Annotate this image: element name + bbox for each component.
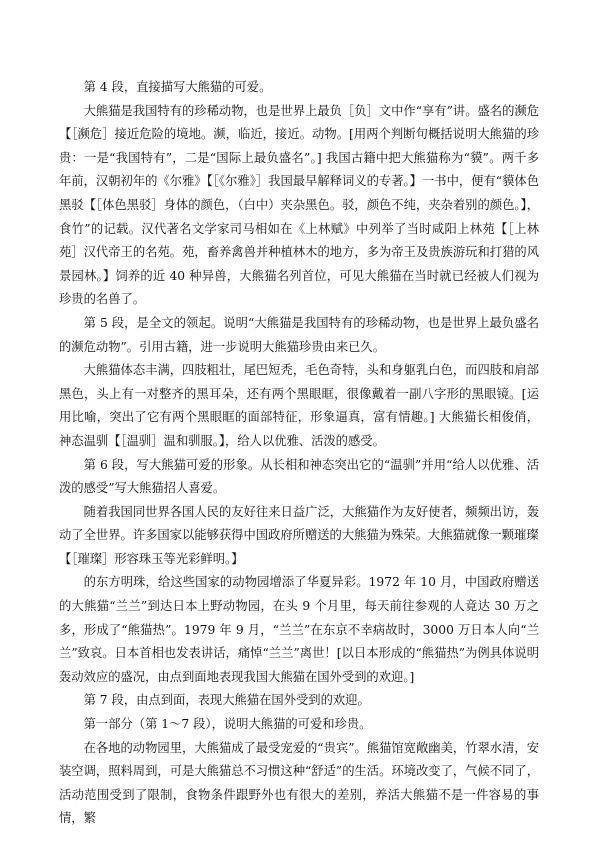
part-one-summary: 第一部分（第 1～7 段），说明大熊猫的可爱和珍贵。 <box>83 717 372 732</box>
paragraph-7-text-start: 随着我国同世界各国人民的友好往来日益广泛，大熊猫作为友好使者，频频出访，轰动了全世界。许多国家以能够获得中国政府所赠送的大熊猫为殊荣。大熊猫就像一颗璀璨 <box>59 504 539 543</box>
paragraph-5-summary: 第 5 段，是全文的领起。说明“大熊猫是我国特有的珍稀动物，也是世界上最负盛名的濒危动物”。引用古籍，进一步说明大熊猫珍贵由来已久。 <box>59 315 539 354</box>
annotation-cuican: 【［璀璨］形容珠玉等光彩鲜明。】 <box>59 551 244 566</box>
paragraph-6-summary: 第 6 段，写大熊猫可爱的形象。从长相和神态突出它的“温驯”并用“给人以优雅、活泼的感受”写大熊猫招人喜爱。 <box>59 457 539 496</box>
paragraph-7-summary: 第 7 段，由点到面，表现大熊猫在国外受到的欢迎。 <box>83 693 370 708</box>
paragraph-6-text: 大熊猫体态丰满，四肢粗壮，尾巴短秃，毛色奇特，头和身躯乳白色，而四肢和肩部黑色，头上有一对整齐的黑耳朵，还有两个黑眼眶，很像戴着一副八字形的黑眼镜。[运用比喻，突出了它有两个黑眼眶的面部特征，形象逼真，富有情趣。] 大熊猫长相俊俏，神态温驯【［温驯］温和驯服。】，给人以优雅、活泼的感受。 <box>59 363 539 448</box>
paragraph-5-text: 大熊猫是我国特有的珍稀动物，也是世界上最负［负］文中作“享有”讲。盛名的濒危【［濒危］接近危险的境地。濒，临近，接近。动物。[用两个判断句概括说明大熊猫的珍贵：一是“我国特有”，二是“国际上最负盛名”。] 我国古籍中把大熊猫称为“貘”。两千多年前，汉朝初年的《尔雅》【［《尔雅》］我国最早解释词义的专著。】一书中，便有“貘体色黑驳【［体色黑驳］身体的颜色，（白中）夹杂黑色。驳，颜色不纯，夹杂着别的颜色。】，食竹”的记载。汉代著名文学家司马相如在《上林赋》中列举了当时咸阳上林苑【［上林苑］汉代帝王的名苑。苑，畜养禽兽并种植林木的地方，多为帝王及贵族游玩和打猎的风景园林。】饲养的近 40 种异兽，大熊猫名列首位，可见大熊猫在当时就已经被人们视为珍贵的名兽了。 <box>59 103 539 307</box>
paragraph-7-text-continued: 的东方明珠，给这些国家的动物园增添了华夏异彩。1972 年 10 月，中国政府赠送的大熊猫“兰兰”到达日本上野动物园，在头 9 个月里，每天前往参观的人竟达 30 万之多，形成了“熊猫热”。1979 年 9 月，“兰兰”在东京不幸病故时，3000 万日本人向“兰兰”致哀。日本首相也发表讲话，痛悼“兰兰”离世！[以日本形成的“熊猫热”为例具体说明轰动效应的盛况，由点到面地表现我国大熊猫在国外受到的欢迎。] <box>59 575 539 684</box>
document-page <box>59 76 539 831</box>
paragraph-8-text: 在各地的动物园里，大熊猫成了最受宠爱的“贵宾”。熊猫馆宽敞幽美，竹翠水清，安装空调，照料周到，可是大熊猫总不习惯这种“舒适”的生活。环境改变了，气候不同了，活动范围受到了限制，食物条件跟野外也有很大的差别，养活大熊猫不是一件容易的事情，繁 <box>59 740 539 826</box>
paragraph-4-summary: 第 4 段，直接描写大熊猫的可爱。 <box>83 80 272 94</box>
